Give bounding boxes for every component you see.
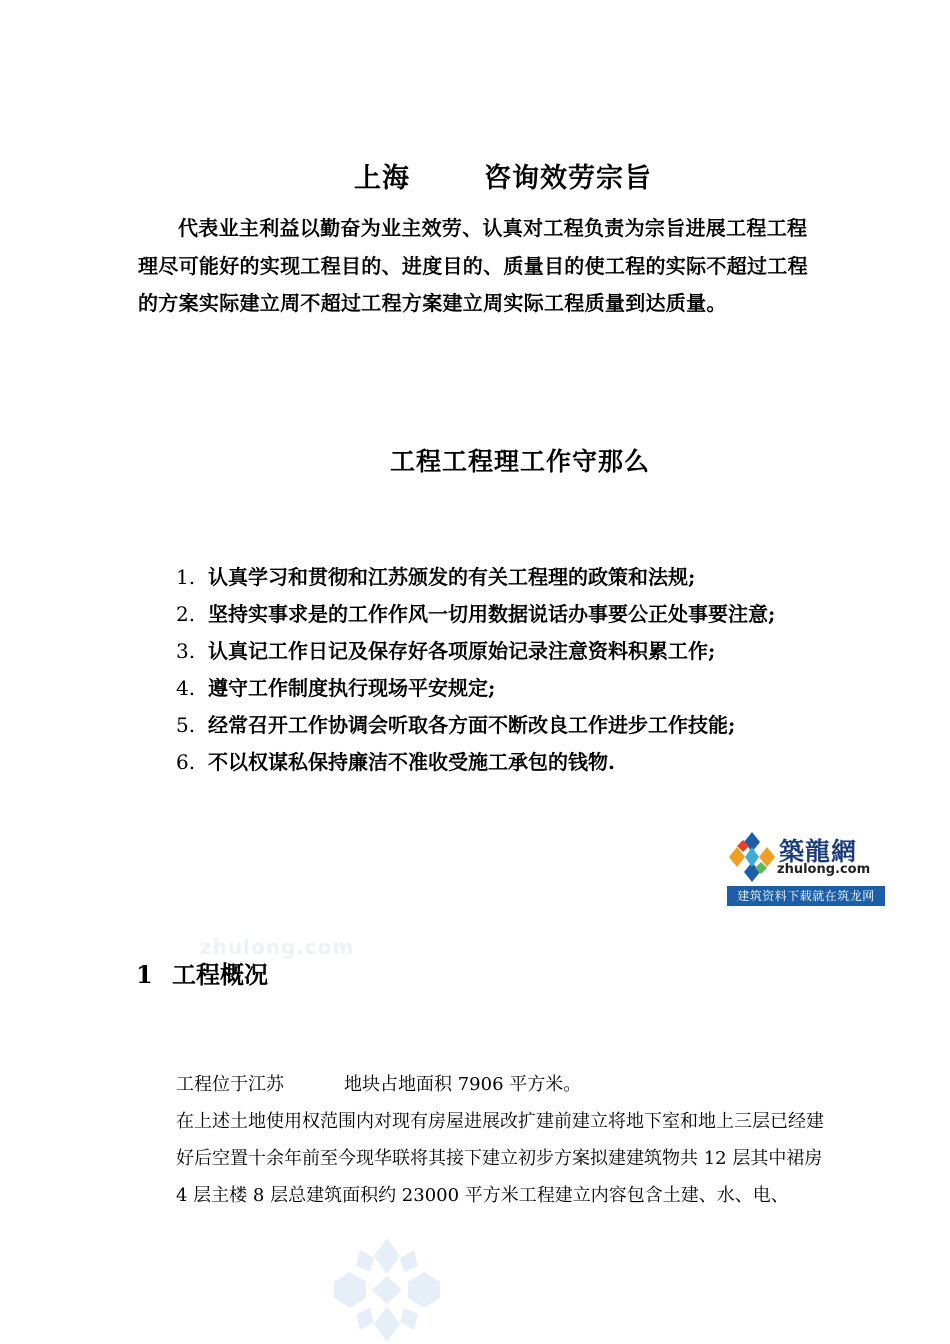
- overview-location: 工程位于江苏: [176, 1074, 284, 1095]
- duty-text: 认真记工作日记及保存好各项原始记录注意资料积累工作;: [208, 639, 716, 663]
- logo-top: [727, 828, 885, 884]
- duty-list: [176, 560, 826, 782]
- logo-domain: zhulong.com: [777, 862, 871, 877]
- section-heading: [136, 955, 268, 990]
- service-title-right: 咨询效劳宗旨: [484, 163, 652, 194]
- duty-number: 3.: [176, 639, 196, 663]
- zhulong-logo[interactable]: [727, 828, 885, 906]
- snowflake-watermark-icon: [332, 1236, 442, 1344]
- overview-line-1: [138, 1066, 828, 1103]
- duty-item: [176, 745, 826, 780]
- duty-item: [176, 634, 826, 669]
- watermark-text: zhulong.com: [200, 935, 355, 959]
- duty-number: 1.: [176, 565, 196, 589]
- duty-text: 遵守工作制度执行现场平安规定;: [208, 676, 496, 700]
- duty-item: [176, 560, 826, 595]
- overview-body: [138, 1066, 828, 1214]
- duty-number: 5.: [176, 713, 196, 737]
- duty-text: 经常召开工作协调会听取各方面不断改良工作进步工作技能;: [208, 713, 736, 737]
- duty-number: 4.: [176, 676, 196, 700]
- duty-number: 2.: [176, 602, 196, 626]
- duty-item: [176, 671, 826, 706]
- logo-diamond-icon: [727, 830, 777, 884]
- logo-chinese-name: 築龍網: [779, 837, 858, 866]
- service-title-left: 上海: [354, 163, 410, 194]
- logo-slogan: 建筑资料下载就在筑龙网: [727, 886, 885, 906]
- duty-number: 6.: [176, 750, 196, 774]
- duty-text: 坚持实事求是的工作作风一切用数据说话办事要公正处事要注意;: [208, 602, 776, 626]
- overview-paragraph: 在上述土地使用权范围内对现有房屋进展改扩建前建立将地下室和地上三层已经建好后空置十余年前至今现华联将其接下建立初步方案拟建建筑物共 12 层其中裙房 4 层主楼 8 层总建筑面积约 23000 平方米工程建立内容包含土建、水、电、: [176, 1111, 824, 1206]
- duty-item: [176, 597, 826, 632]
- service-title: [354, 156, 652, 195]
- overview-area: 地块占地面积 7906 平方米。: [344, 1074, 582, 1095]
- service-paragraph-text: 代表业主利益以勤奋为业主效劳、认真对工程负责为宗旨进展工程工程理尽可能好的实现工程目的、进度目的、质量目的使工程的实际不超过工程的方案实际建立周不超过工程方案建立周实际工程质量到达质量。: [138, 216, 808, 315]
- section-title: 工程概况: [172, 960, 268, 989]
- duty-text: 不以权谋私保持廉洁不准收受施工承包的钱物.: [208, 750, 615, 774]
- duty-item: [176, 708, 826, 743]
- service-paragraph: [138, 210, 818, 323]
- duty-title: 工程工程理工作守那么: [390, 447, 651, 476]
- duty-text: 认真学习和贯彻和江苏颁发的有关工程理的政策和法规;: [208, 565, 696, 589]
- section-number: 1: [136, 960, 153, 989]
